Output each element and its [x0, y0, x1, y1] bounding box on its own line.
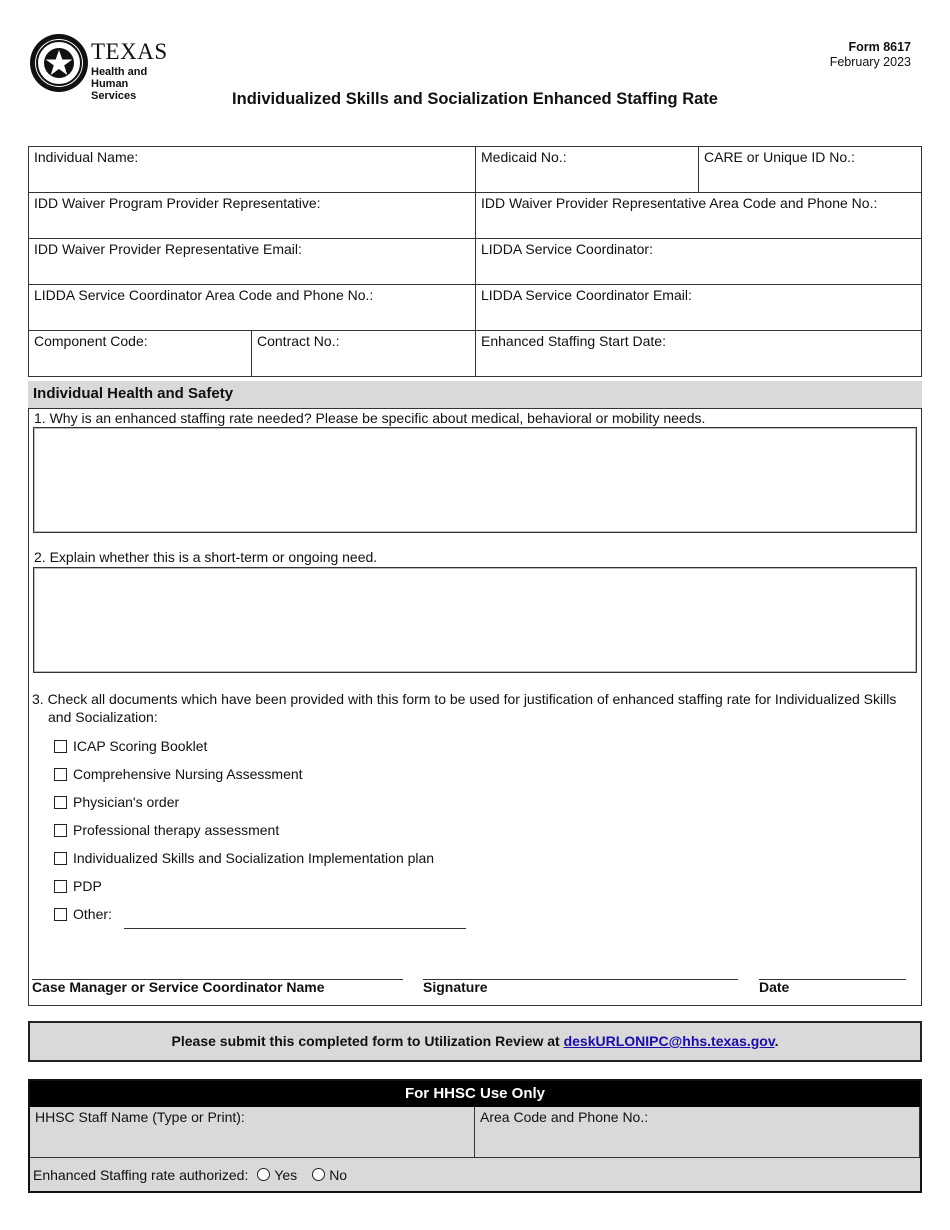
yes-radio[interactable] [257, 1168, 270, 1181]
lidda-phone-field[interactable]: LIDDA Service Coordinator Area Code and Phone No.: [29, 285, 476, 330]
logo-wordmark: TEXAS [91, 39, 168, 64]
hhsc-use-only-section [28, 1079, 922, 1193]
checkbox-icon[interactable] [54, 796, 67, 809]
form-identifier [830, 40, 911, 70]
doc-checkbox-icap[interactable]: ICAP Scoring Booklet [54, 738, 207, 754]
utilization-review-email-link[interactable]: deskURLONIPC@hhs.texas.gov [563, 1033, 775, 1049]
provider-rep-field[interactable]: IDD Waiver Program Provider Representative: [29, 193, 476, 238]
signature-label: Signature [423, 979, 488, 995]
doc-checkbox-other[interactable]: Other: [54, 906, 112, 922]
coordinator-name-label: Case Manager or Service Coordinator Name [32, 979, 325, 995]
care-id-field[interactable]: CARE or Unique ID No.: [704, 149, 855, 165]
medicaid-no-field[interactable]: Medicaid No.: [476, 147, 699, 192]
checkbox-icon[interactable] [54, 768, 67, 781]
date-label: Date [759, 979, 790, 995]
checkbox-icon[interactable] [54, 824, 67, 837]
doc-checkbox-nursing-assessment[interactable]: Comprehensive Nursing Assessment [54, 766, 303, 782]
hhsc-heading: For HHSC Use Only [30, 1081, 920, 1107]
rate-authorized-label: Enhanced Staffing rate authorized: [33, 1166, 249, 1183]
individual-info-grid [28, 146, 922, 377]
question-1: 1. Why is an enhanced staffing rate needed? Please be specific about medical, behavioral or mobility needs. [34, 410, 706, 426]
form-date: February 2023 [829, 55, 911, 69]
provider-rep-phone-field[interactable]: IDD Waiver Provider Representative Area Code and Phone No.: [481, 195, 878, 211]
hhsc-phone-field[interactable]: Area Code and Phone No.: [475, 1107, 920, 1157]
checkbox-icon[interactable] [54, 740, 67, 753]
doc-checkbox-implementation-plan[interactable]: Individualized Skills and Socialization Implementation plan [54, 850, 434, 866]
checkbox-icon[interactable] [54, 852, 67, 865]
component-code-field[interactable]: Component Code: [29, 331, 252, 376]
texas-hhs-logo [29, 33, 179, 102]
doc-checkbox-pdp[interactable]: PDP [54, 878, 102, 894]
submit-instructions: Please submit this completed form to Utilization Review at deskURLONIPC@hhs.texas.gov. [28, 1021, 922, 1062]
section-heading-health-safety: Individual Health and Safety [28, 381, 922, 408]
lidda-coordinator-field[interactable]: LIDDA Service Coordinator: [481, 241, 653, 257]
question-2-answer-box[interactable] [33, 567, 917, 673]
texas-seal-icon [29, 33, 89, 93]
logo-subtitle: Health and Human Services [91, 66, 148, 102]
no-label: No [329, 1166, 348, 1183]
no-radio[interactable] [312, 1168, 325, 1181]
checkbox-icon[interactable] [54, 908, 67, 921]
doc-checkbox-physician-order[interactable]: Physician's order [54, 794, 179, 810]
individual-name-field[interactable]: Individual Name: [29, 147, 476, 192]
start-date-field[interactable]: Enhanced Staffing Start Date: [481, 333, 666, 349]
contract-no-field[interactable]: Contract No.: [252, 331, 476, 376]
page-title: Individualized Skills and Socialization Enhanced Staffing Rate [232, 90, 718, 108]
provider-rep-email-field[interactable]: IDD Waiver Provider Representative Email: [29, 239, 476, 284]
lidda-email-field[interactable]: LIDDA Service Coordinator Email: [481, 287, 692, 303]
question-2: 2. Explain whether this is a short-term or ongoing need. [34, 549, 378, 565]
other-text-field[interactable] [124, 928, 466, 929]
hhsc-staff-name-field[interactable]: HHSC Staff Name (Type or Print): [30, 1107, 475, 1157]
checkbox-icon[interactable] [54, 880, 67, 893]
rate-authorized-row [30, 1158, 920, 1191]
doc-checkbox-therapy-assessment[interactable]: Professional therapy assessment [54, 822, 279, 838]
question-3: 3. Check all documents which have been provided with this form to be used for justification of enhanced staffing rate for Individualized Skills and Socialization: [32, 691, 897, 725]
yes-label: Yes [274, 1166, 298, 1183]
question-1-answer-box[interactable] [33, 427, 917, 533]
form-number: Form 8617 [848, 40, 911, 54]
